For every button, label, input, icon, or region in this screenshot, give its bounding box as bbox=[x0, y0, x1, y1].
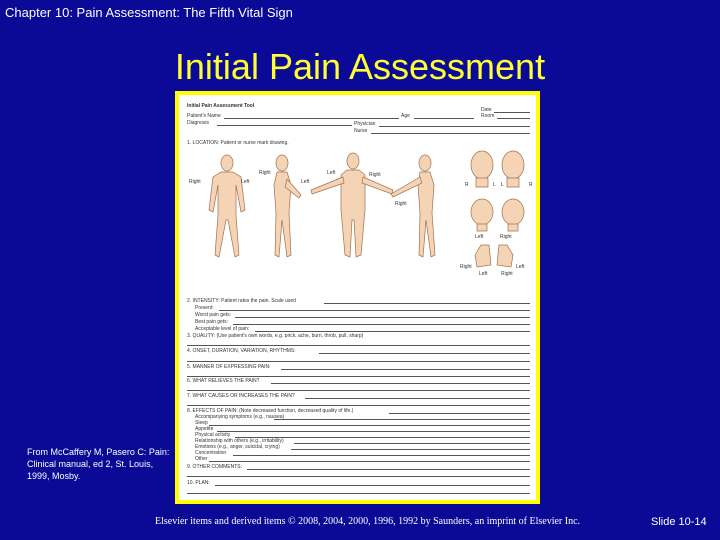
form-title: Initial Pain Assessment Tool bbox=[187, 103, 255, 109]
physician-label: Physician bbox=[354, 121, 376, 127]
form-image-frame bbox=[175, 91, 540, 504]
room-label: Room bbox=[481, 113, 495, 119]
source-credit: From McCaffery M, Pasero C: Pain: Clinical manual, ed 2, St. Louis, 1999, Mosby. bbox=[27, 447, 170, 481]
label-right-3: Right bbox=[369, 172, 381, 178]
location-label: 1. LOCATION: Patient or nurse mark drawing. bbox=[187, 140, 289, 146]
effects-item: Other bbox=[195, 456, 208, 462]
acceptable-level-label: Acceptable level of pain: bbox=[195, 326, 250, 332]
quality-label: 3. QUALITY: (Use patient's own words, e.g. prick, ache, burn, throb, pull, sharp) bbox=[187, 333, 364, 339]
slide-title: Initial Pain Assessment bbox=[174, 46, 546, 87]
label-right-6: Right bbox=[460, 264, 472, 270]
label-right-4: Right bbox=[395, 201, 407, 207]
body-diagram bbox=[179, 95, 536, 295]
pain-assessment-form bbox=[179, 95, 536, 500]
label-left-2: Left bbox=[301, 179, 310, 185]
label-r-2: R bbox=[529, 182, 533, 188]
head-side-left-figure bbox=[471, 199, 493, 231]
manner-label: 5. MANNER OF EXPRESSING PAIN: bbox=[187, 364, 271, 370]
side-body-figure bbox=[274, 155, 301, 257]
label-left-5: Left bbox=[479, 271, 488, 277]
effects-item: Appetite bbox=[195, 426, 214, 432]
head-side-right-figure bbox=[502, 199, 524, 231]
nurse-label: Nurse bbox=[354, 128, 368, 134]
worst-pain-label: Worst pain gets: bbox=[195, 312, 232, 318]
label-right-7: Right bbox=[501, 271, 513, 277]
label-left-6: Left bbox=[516, 264, 525, 270]
chapter-header: Chapter 10: Pain Assessment: The Fifth Vital Sign bbox=[5, 5, 293, 20]
effects-item: Accompanying symptoms (e.g., nausea) bbox=[195, 414, 285, 420]
head-back-figure bbox=[502, 151, 524, 187]
effects-item: Concentration bbox=[195, 450, 227, 456]
patient-name-label: Patient's Name bbox=[187, 113, 221, 119]
feet-figure bbox=[475, 245, 513, 267]
onset-label: 4. ONSET, DURATION, VARIATION, RHYTHMS: bbox=[187, 348, 296, 354]
label-l-1: L bbox=[493, 182, 496, 188]
label-left-4: Left bbox=[475, 234, 484, 240]
effects-item: Sleep bbox=[195, 420, 208, 426]
causes-label: 7. WHAT CAUSES OR INCREASES THE PAIN? bbox=[187, 393, 295, 399]
label-left-3: Left bbox=[327, 170, 336, 176]
effects-label: 8. EFFECTS OF PAIN: (Note decreased function, decreased quality of life.) bbox=[187, 408, 354, 414]
label-r-1: R bbox=[465, 182, 469, 188]
present-label: Present: bbox=[195, 305, 214, 311]
label-right-1: Right bbox=[259, 170, 271, 176]
label-right-2: Right bbox=[189, 179, 201, 185]
slide-number: Slide 10-14 bbox=[651, 516, 707, 528]
copyright-footer: Elsevier items and derived items © 2008, 2004, 2000, 1996, 1992 by Saunders, an imprint of Elsevier Inc. bbox=[155, 516, 581, 527]
diagnosis-label: Diagnosis bbox=[187, 120, 209, 126]
back-body-figure bbox=[311, 153, 393, 257]
effects-item: Emotions (e.g., anger, suicidal, crying) bbox=[195, 444, 280, 450]
relieves-label: 6. WHAT RELIEVES THE PAIN? bbox=[187, 378, 260, 384]
label-left-1: Left bbox=[241, 179, 250, 185]
effects-item: Relationship with others (e.g., irritability) bbox=[195, 438, 284, 444]
best-pain-label: Best pain gets: bbox=[195, 319, 229, 325]
label-l-2: L bbox=[501, 182, 504, 188]
label-right-5: Right bbox=[500, 234, 512, 240]
plan-label: 10. PLAN: bbox=[187, 480, 210, 486]
date-label: Date bbox=[481, 107, 492, 113]
intensity-label: 2. INTENSITY: Patient rates the pain. Scale used bbox=[187, 298, 296, 304]
front-body-figure bbox=[209, 155, 245, 257]
head-front-figure bbox=[471, 151, 493, 187]
effects-item: Physical activity bbox=[195, 432, 231, 438]
age-label: Age bbox=[401, 113, 410, 119]
other-comments-label: 9. OTHER COMMENTS: bbox=[187, 464, 243, 470]
